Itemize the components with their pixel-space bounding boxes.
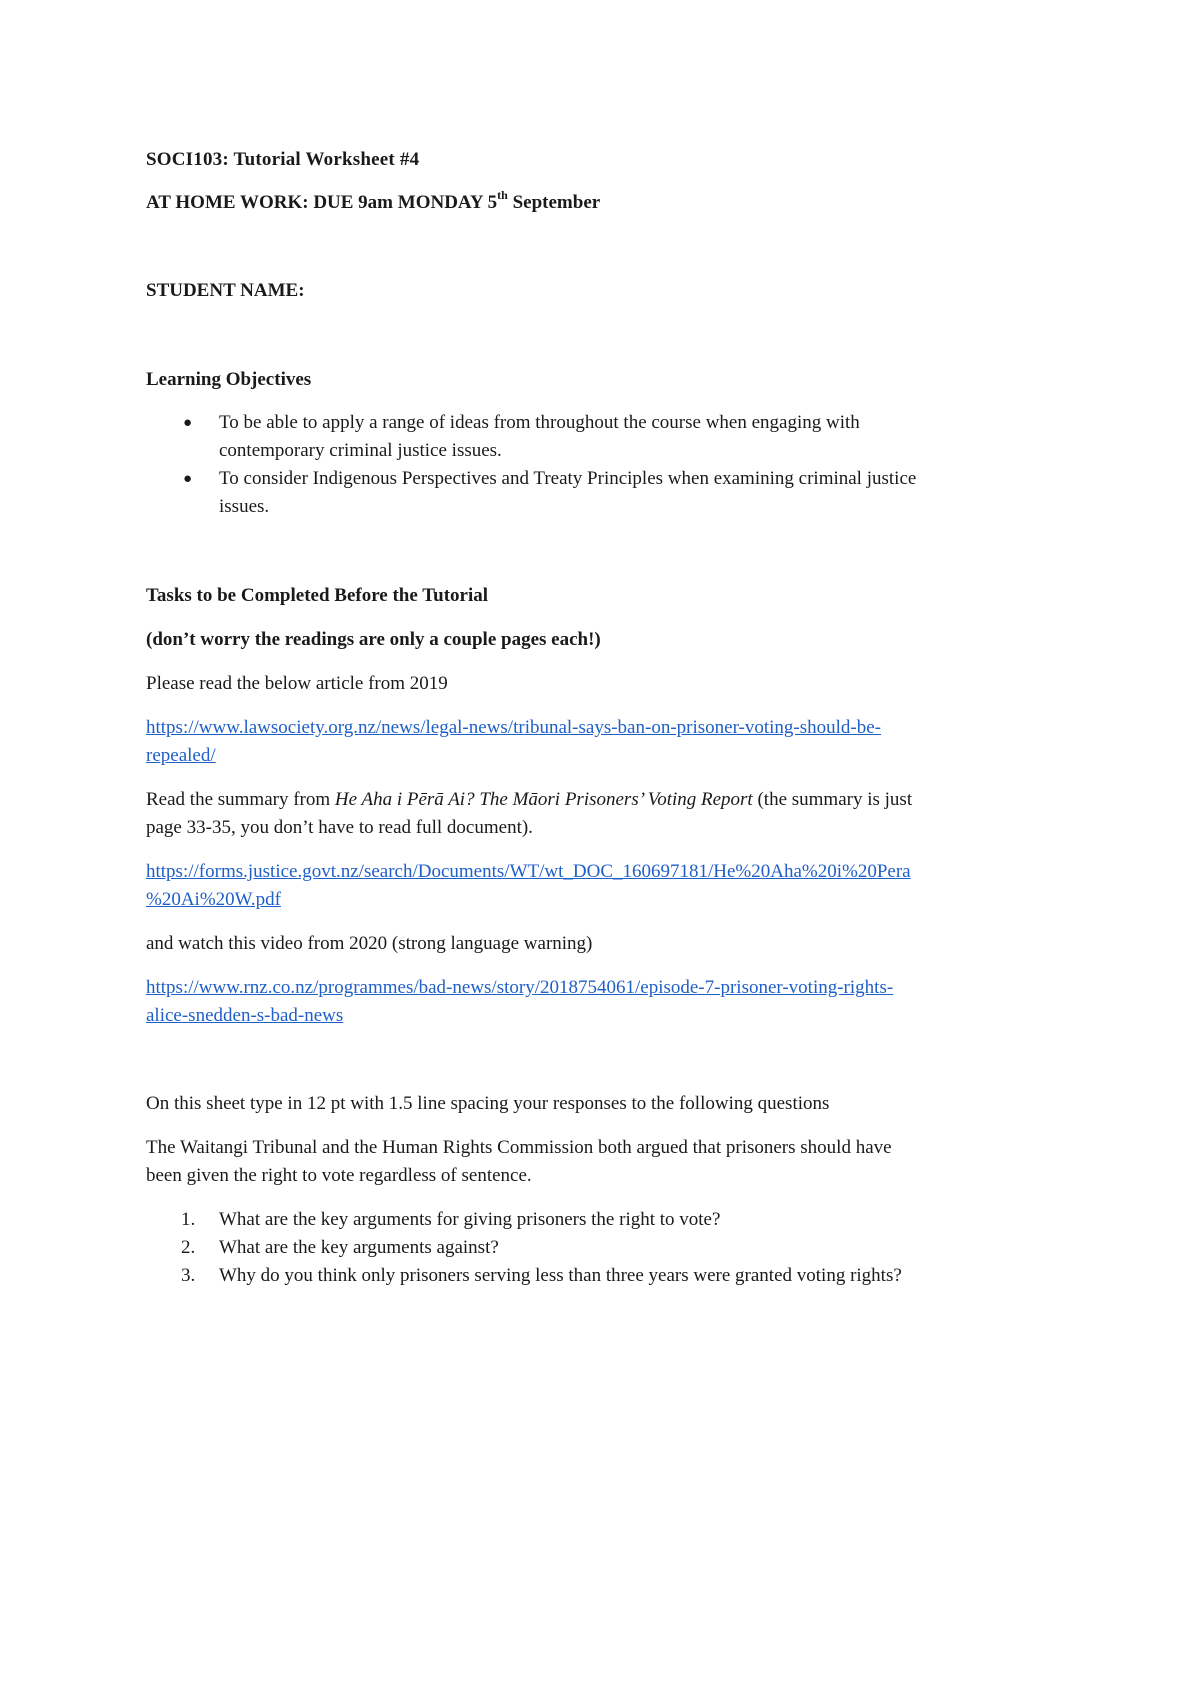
questions-context-line-2: been given the right to vote regardless of sentence.: [146, 1165, 532, 1186]
question-2-text: What are the key arguments against?: [219, 1237, 499, 1258]
report-link-line-2[interactable]: [146, 886, 281, 914]
report-title: He Aha i Pērā Ai? The Māori Prisoners’ Voting Report: [334, 789, 753, 810]
article-intro: Please read the below article from 2019: [146, 673, 448, 694]
questions-instruction: On this sheet type in 12 pt with 1.5 line spacing your responses to the following questions: [146, 1093, 830, 1114]
questions-context-line-1: The Waitangi Tribunal and the Human Rights Commission both argued that prisoners should have: [146, 1137, 892, 1158]
due-date-prefix: AT HOME WORK: DUE 9am MONDAY 5: [146, 192, 498, 213]
bullet-icon: ●: [183, 471, 193, 487]
question-3-number: 3.: [181, 1265, 196, 1286]
due-date-suffix: September: [507, 192, 601, 213]
question-3-text: Why do you think only prisoners serving less than three years were granted voting rights?: [219, 1265, 902, 1286]
article-link-line-1[interactable]: [146, 714, 881, 742]
report-link-line-1[interactable]: [146, 858, 911, 886]
learning-objectives-heading: Learning Objectives: [146, 369, 312, 390]
student-name-label: STUDENT NAME:: [146, 280, 305, 301]
objective-1-line-2: contemporary criminal justice issues.: [219, 440, 502, 461]
summary-line-2: page 33-35, you don’t have to read full document).: [146, 817, 533, 838]
due-date-line: [146, 189, 600, 217]
question-1-number: 1.: [181, 1209, 196, 1230]
tasks-subheading: (don’t worry the readings are only a couple pages each!): [146, 629, 601, 650]
video-intro: and watch this video from 2020 (strong language warning): [146, 933, 593, 954]
video-link[interactable]: https://www.rnz.co.nz/programmes/bad-news/story/2018754061/episode-7-prisoner-voting-rights-: [146, 977, 894, 998]
article-link[interactable]: https://www.lawsociety.org.nz/news/legal-news/tribunal-says-ban-on-prisoner-voting-should-be-: [146, 717, 881, 738]
article-link-continued[interactable]: repealed/: [146, 745, 216, 766]
objective-2-line-1: To consider Indigenous Perspectives and Treaty Principles when examining criminal justice: [219, 468, 917, 489]
summary-suffix: (the summary is just: [752, 789, 913, 810]
report-link[interactable]: https://forms.justice.govt.nz/search/Documents/WT/wt_DOC_160697181/He%20Aha%20i%20Pera: [146, 861, 911, 882]
bullet-icon: ●: [183, 415, 193, 431]
objective-2-line-2: issues.: [219, 496, 270, 517]
video-link-line-2[interactable]: [146, 1002, 343, 1030]
video-link-continued[interactable]: alice-snedden-s-bad-news: [146, 1005, 344, 1026]
objective-1-line-1: To be able to apply a range of ideas from throughout the course when engaging with: [219, 412, 860, 433]
report-link-continued[interactable]: %20Ai%20W.pdf: [146, 889, 281, 910]
tasks-heading: Tasks to be Completed Before the Tutorial: [146, 585, 489, 606]
question-1-text: What are the key arguments for giving prisoners the right to vote?: [219, 1209, 721, 1230]
article-link-line-2[interactable]: [146, 742, 216, 770]
summary-prefix: Read the summary from: [146, 789, 335, 810]
question-2-number: 2.: [181, 1237, 196, 1258]
worksheet-title: SOCI103: Tutorial Worksheet #4: [146, 149, 420, 170]
summary-line-1: [146, 786, 912, 814]
video-link-line-1[interactable]: [146, 974, 893, 1002]
due-date-ordinal: th: [497, 188, 508, 202]
